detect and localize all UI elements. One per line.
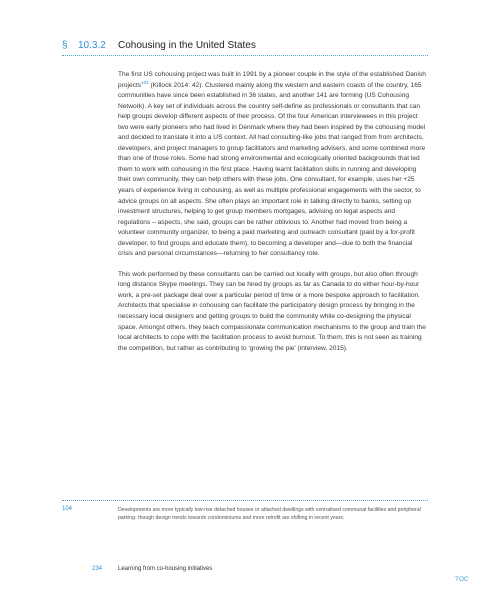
paragraph-1-start: The first US cohousing project was built in 1991 by a pioneer couple in the style of the established Danish projects xyxy=(118,71,426,89)
running-title: Learning from co-housing initiatives xyxy=(118,566,213,572)
body-text xyxy=(118,70,426,364)
page-number: 234 xyxy=(92,566,103,572)
section-number: 10.3.2 xyxy=(78,40,106,51)
section-heading xyxy=(62,40,428,56)
section-mark: § xyxy=(62,40,68,51)
footnote-reference[interactable]: 104 xyxy=(141,79,149,85)
footnote-divider xyxy=(62,500,428,501)
footnote-text: Developments are more typically low-rise detached houses or attached dwellings with centralised communal facilities and peripheral parking- though design trends towards condominiums and more retrofit are shifting in recent years. xyxy=(118,507,421,521)
paragraph-1 xyxy=(118,70,426,260)
footnote-number: 104 xyxy=(62,506,73,512)
paragraph-2: This work performed by these consultants can be carried out locally with groups, but also often through long distance Skype meetings. They can be hired by groups as far as Canada to do either hour-by-hour work, a pre-set package deal over a particular period of time or a more bespoke approach to facilitation. Architects that specialise in cohousing can facilitate the participatory design process by bringing in the necessary local designers and getting groups to build the community while co-designing the physical space. Amongst others, they teach compassionate communication mechanisms to the group and train the local architects to cope with the facilitation process to avoid burnout. To them, this is not seen as training the competition, but rather as contributing to 'growing the pie' (interview, 2015). xyxy=(118,270,426,352)
toc-link[interactable]: TOC xyxy=(455,576,469,583)
paragraph-1-rest: (Killock 2014: 42). Clustered mainly along the western and eastern coasts of the country, 165 communities have since been established in 36 states, and another 141 are forming (US Cohousing Network). A key set of individuals across the country self-define as professionals or consultants that can help groups develop different aspects of their process. Of the four American interviewees in this project two were early pioneers who had lived in Denmark where they had been inspired by the cohousing model and decided to translate it into a US context. All had consulting-like jobs that ranged from from architects, developers, and project managers to group facilitators and marketing advisers, and some combined more than one of those roles. Some had strong environmental and ecologically oriented backgrounds that led them to work with cohousing in the first place. Having learnt facilitation skills in running and developing their own community, they can help others with these jobs. One consultant, for example, uses her +25 years of experience living in cohousing, as well as multiple professional engagements with the sector, to advice groups on all aspects. She often plays an important role in talking directly to banks, setting up investment structures, helping to get group members mortgages, advising on legal aspects and regulations – aspects, she said, groups can be rather oblivious to. Another had moved from being a volunteer community organizer, to being a paid marketing and outreach consultant (paid by a for-profit developer, to find groups and educate them), to becoming a developer and—due to both the financial crisis and personal circumstances—returning to her consultancy role. xyxy=(118,81,426,258)
section-title: Cohousing in the United States xyxy=(118,40,256,51)
